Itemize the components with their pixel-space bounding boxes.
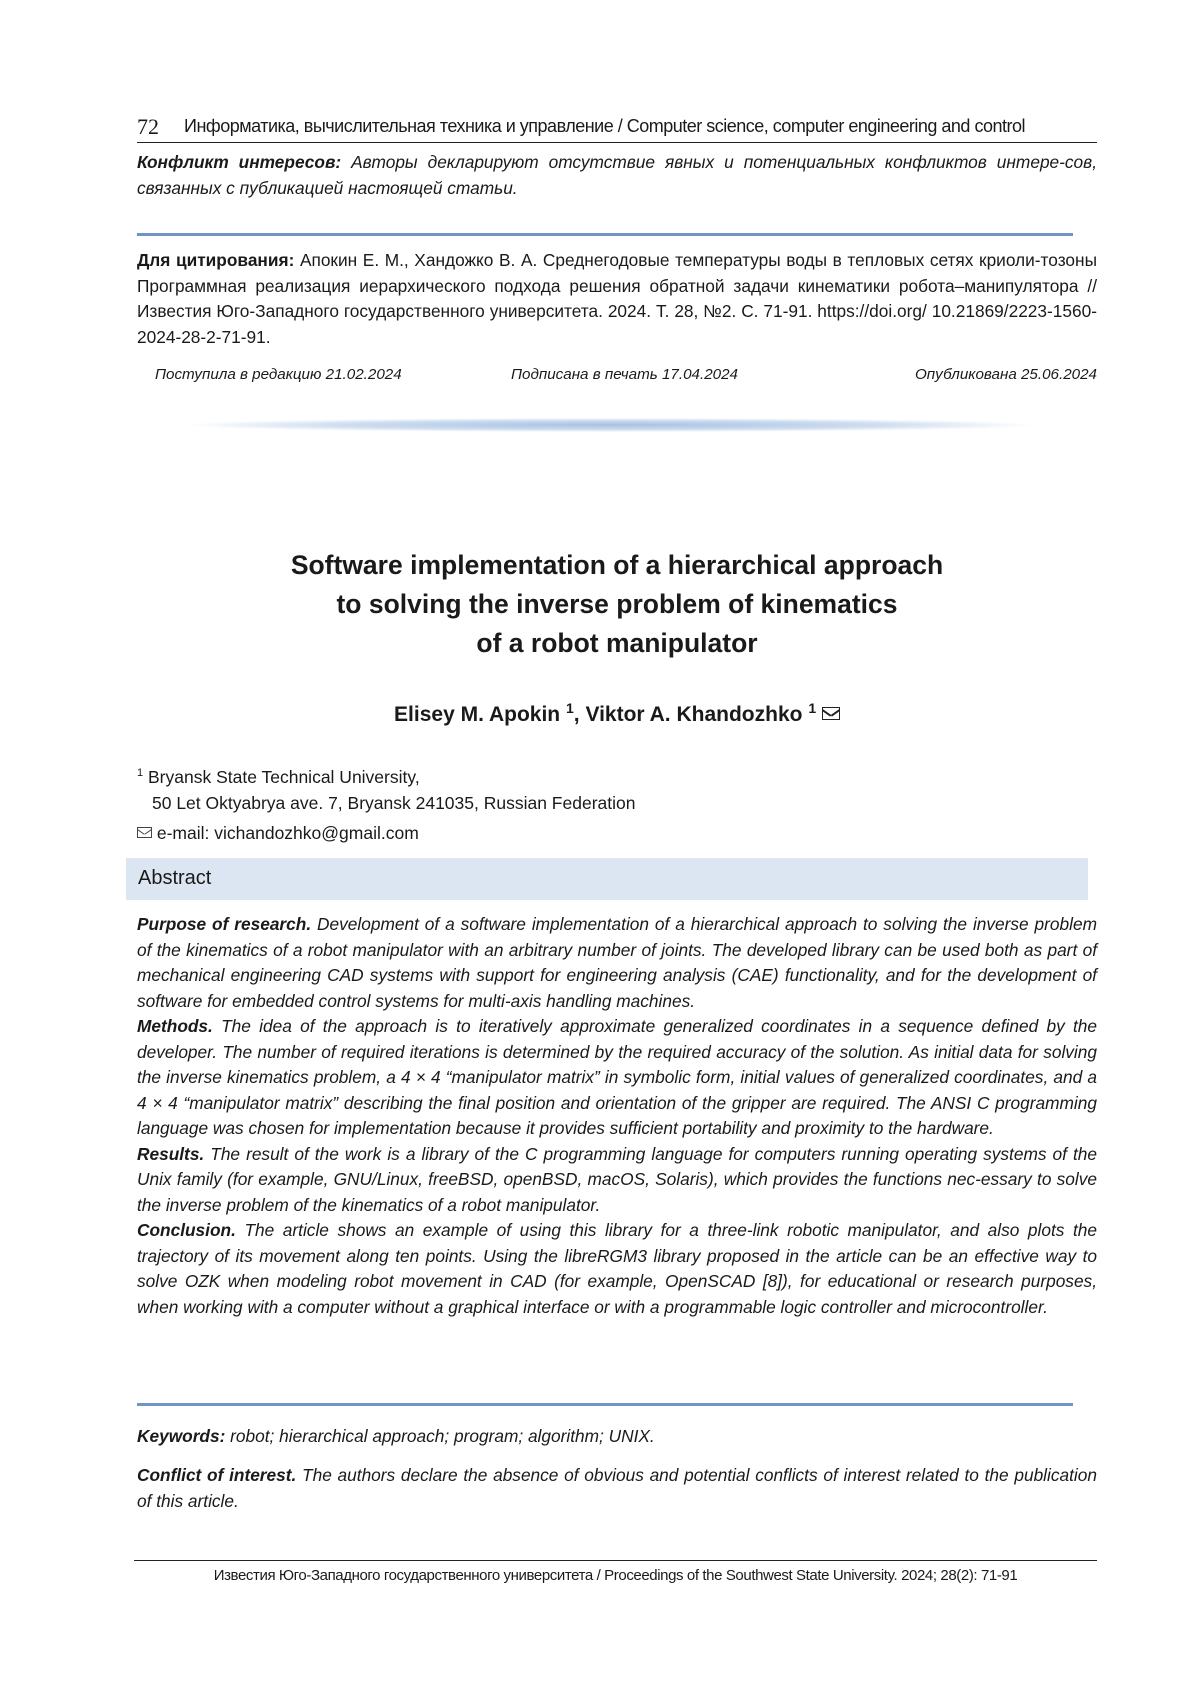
methods-label: Methods. xyxy=(137,1016,213,1036)
envelope-icon xyxy=(822,707,840,720)
published-date: Опубликована 25.06.2024 xyxy=(914,366,1097,383)
divider xyxy=(137,1403,1073,1406)
author-name: Elisey M. Apokin xyxy=(394,703,561,726)
abstract-heading: Abstract xyxy=(138,867,212,889)
methods-text: The idea of the approach is to iteratively approximate generalized coordinates in a sequence defined by the developer. The number of required iterations is determined by the required accuracy of the solution. As initial data for solving the inverse kinematics problem, a 4 × 4 “manipulator matrix” in symbolic form, initial values of generalized coordinates, and a 4 × 4 “manipulator matrix” describing the final position and orientation of the gripper are required. The ANSI C programming language was chosen for implementation because it provides sufficient portability and proximity to the hardware. xyxy=(137,1016,1098,1138)
conflict-of-interest-ru xyxy=(137,150,1097,201)
affiliation xyxy=(137,760,635,816)
received-date: Поступила в редакцию 21.02.2024 xyxy=(155,366,402,383)
keywords xyxy=(137,1424,1097,1450)
affiliation-marker: 1 xyxy=(137,767,144,779)
abstract-heading-bar xyxy=(126,858,1088,900)
decorative-swoosh xyxy=(190,418,1030,432)
abstract-conclusion xyxy=(137,1218,1097,1320)
abstract-body xyxy=(137,912,1097,1320)
divider xyxy=(137,233,1073,236)
keywords-text: robot; hierarchical approach; program; algorithm; UNIX. xyxy=(230,1426,655,1446)
citation-text: Апокин Е. М., Хандожко В. А. Среднегодовые температуры воды в тепловых сетях криоли-тозоны Программная реализация иерархического подхода решения обратной задачи кинематики робота–манипулятора // Известия Юго-Западного государственного университета. 2024. Т. 28, №2. С. 71-91. https://doi.org/ 10.21869/2223-1560-2024-28-2-71-91. xyxy=(137,250,1097,347)
abstract-results xyxy=(137,1142,1097,1219)
keywords-label: Keywords: xyxy=(137,1426,226,1446)
affiliation-marker: 1 xyxy=(565,700,574,716)
email-line xyxy=(137,823,419,844)
abstract-methods xyxy=(137,1014,1097,1142)
authors-line: Elisey M. Apokin $^1$, Viktor A. Khandozhko $^1$ xyxy=(137,700,1097,727)
conflict-of-interest-en xyxy=(137,1463,1097,1514)
conflict-ru-label: Конфликт интересов: xyxy=(137,152,342,172)
footer-citation: Известия Юго-Западного государственного университета / Proceedings of the Southwest State University. 2024; 28(2): 71-91 xyxy=(213,1567,1018,1584)
conflict-en-text: The authors declare the absence of obvious and potential conflicts of interest related to the publication of this article. xyxy=(137,1465,1097,1511)
title-line: of a robot manipulator xyxy=(476,628,758,658)
envelope-icon xyxy=(137,827,152,838)
running-footer xyxy=(134,1560,1097,1584)
affiliation-marker: 1 xyxy=(808,700,817,716)
title-line: to solving the inverse problem of kinematics xyxy=(336,589,898,619)
conflict-ru-text: Авторы декларируют отсутствие явных и потенциальных конфликтов интере-сов, связанных с публикацией настоящей статьи. xyxy=(137,152,1097,198)
affiliation-line: Bryansk State Technical University, xyxy=(148,766,420,787)
conflict-en-label: Conflict of interest. xyxy=(137,1465,297,1485)
purpose-text: Development of a software implementation of a hierarchical approach to solving the inverse problem of the kinematics of a robot manipulator with an arbitrary number of joints. The developed library can be used both as part of mechanical engineering CAD systems with support for engineering analysis (CAE) functionality, and for the development of software for embedded control systems for multi-axis handling machines. xyxy=(137,914,1097,1011)
abstract-purpose xyxy=(137,912,1097,1014)
signed-date: Подписана в печать 17.04.2024 xyxy=(511,366,738,383)
conclusion-label: Conclusion. xyxy=(137,1220,236,1240)
email-address: e-mail: vichandozhko@gmail.com xyxy=(156,823,419,843)
page-number: 72 xyxy=(137,114,159,139)
author-name: Viktor A. Khandozhko xyxy=(585,703,803,726)
purpose-label: Purpose of research. xyxy=(137,914,312,934)
article-title xyxy=(137,546,1097,663)
citation-block xyxy=(137,248,1097,350)
title-line: Software implementation of a hierarchical approach xyxy=(290,550,944,580)
results-text: The result of the work is a library of the C programming language for computers running operating systems of the Unix family (for example, GNU/Linux, freeBSD, openBSD, macOS, Solaris), which provides the functions nec-essary to solve the inverse problem of the kinematics of a robot manipulator. xyxy=(137,1143,1097,1215)
citation-label: Для цитирования: xyxy=(137,250,295,270)
running-header xyxy=(137,112,1097,143)
journal-section-title: Информатика, вычислительная техника и управление / Computer science, computer engineering and control xyxy=(184,116,1025,136)
conclusion-text: The article shows an example of using this library for a three-link robotic manipulator, and also plots the trajectory of its movement along ten points. Using the libreRGM3 library proposed in the article can be an effective way to solve OZK when modeling robot movement in CAD (for example, OpenSCAD [8]), for educational or research purposes, when working with a computer without a graphical interface or with a programmable logic controller and microcontroller. xyxy=(137,1220,1097,1317)
affiliation-line: 50 Let Oktyabrya ave. 7, Bryansk 241035, Russian Federation xyxy=(152,792,636,813)
results-label: Results. xyxy=(137,1143,205,1164)
